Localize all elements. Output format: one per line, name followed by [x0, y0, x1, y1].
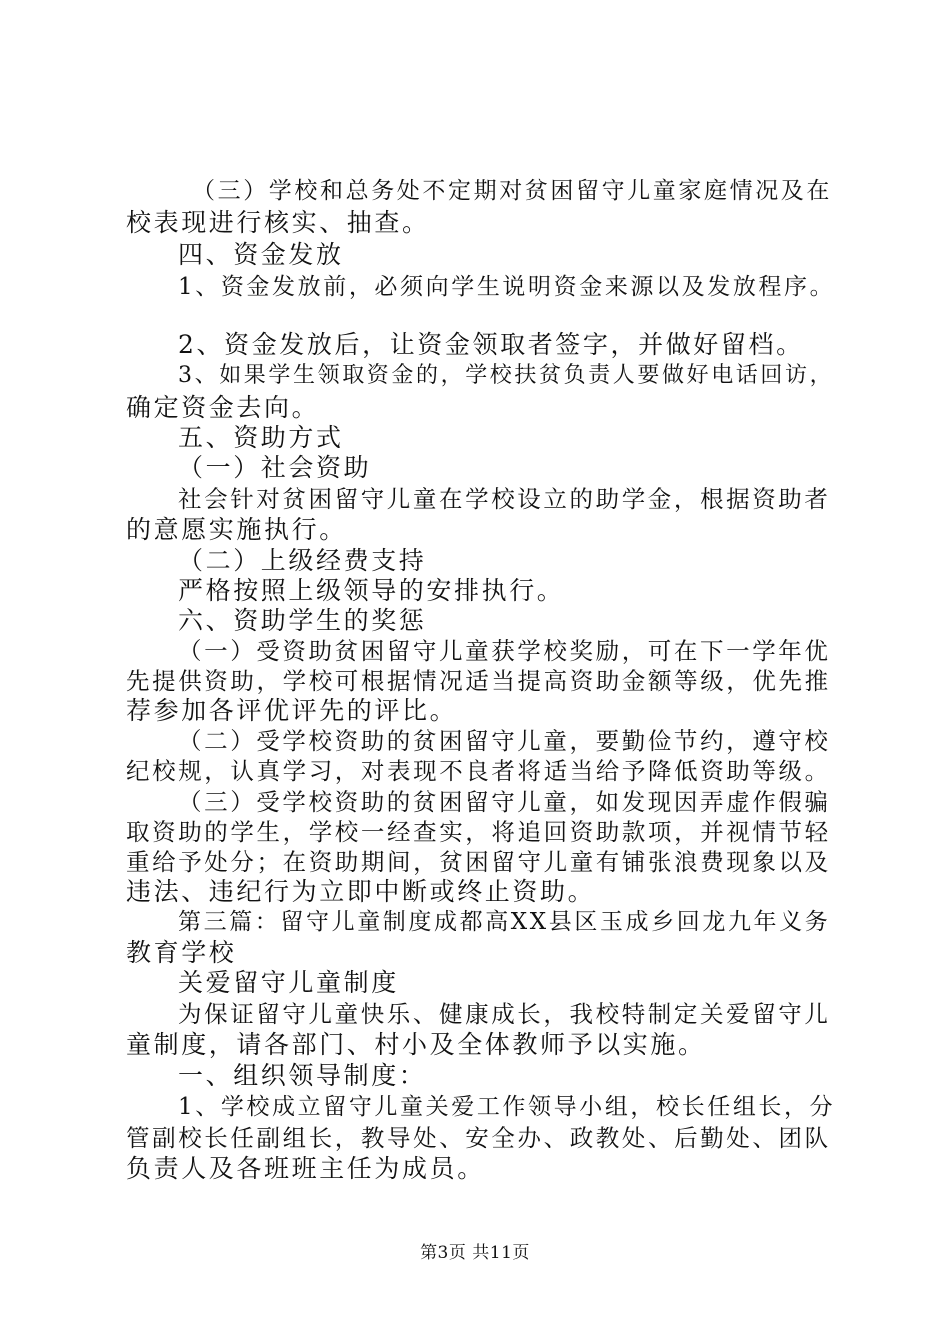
text-line: 严格按照上级领导的安排执行。 — [178, 576, 565, 605]
subsection-heading: （一）社会资助 — [178, 453, 372, 482]
text-line: （三）学校和总务处不定期对贫困留守儿童家庭情况及在 — [192, 178, 832, 204]
subsection-heading: （二）上级经费支持 — [178, 546, 427, 575]
section-heading: 五、资助方式 — [178, 423, 344, 452]
section-heading: 四、资金发放 — [178, 240, 344, 269]
text-line: 社会针对贫困留守儿童在学校设立的助学金，根据资助者 — [178, 485, 831, 513]
text-line: （一）受资助贫困留守儿童获学校奖励，可在下一学年优 — [178, 637, 831, 665]
text-line: 1、学校成立留守儿童关爱工作领导小组，校长任组长，分 — [178, 1094, 836, 1120]
text-line: 取资助的学生，学校一经查实，将追回资助款项，并视情节轻 — [126, 818, 831, 846]
document-subtitle: 关爱留守儿童制度 — [178, 968, 399, 997]
text-line: （三）受学校资助的贫困留守儿童，如发现因弄虚作假骗 — [178, 788, 831, 816]
section-heading: 一、组织领导制度： — [178, 1061, 427, 1090]
text-line: 童制度，请各部门、村小及全体教师予以实施。 — [126, 1030, 706, 1059]
text-line: 校表现进行核实、抽查。 — [126, 208, 430, 237]
text-line: 教育学校 — [126, 938, 237, 967]
text-line: 重给予处分；在资助期间，贫困留守儿童有铺张浪费现象以及 — [126, 848, 831, 876]
page-number-footer: 第3页 共11页 — [420, 1243, 530, 1263]
text-line: 为保证留守儿童快乐、健康成长，我校特制定关爱留守儿 — [178, 1000, 831, 1028]
text-line: 2、资金发放后，让资金领取者签字，并做好留档。 — [178, 330, 804, 359]
section-heading: 六、资助学生的奖惩 — [178, 606, 427, 635]
text-line: 确定资金去向。 — [126, 393, 320, 422]
text-line: 1、资金发放前，必须向学生说明资金来源以及发放程序。 — [178, 274, 836, 300]
text-line: 纪校规，认真学习，对表现不良者将适当给予降低资助等级。 — [126, 757, 831, 785]
text-line: 先提供资助，学校可根据情况适当提高资助金额等级，优先推 — [126, 667, 831, 695]
text-line: 荐参加各评优评先的评比。 — [126, 696, 458, 725]
text-line: 的意愿实施执行。 — [126, 515, 347, 544]
text-line: 管副校长任副组长，教导处、安全办、政教处、后勤处、团队 — [126, 1124, 831, 1152]
text-line: 违法、违纪行为立即中断或终止资助。 — [126, 877, 596, 906]
chapter-heading: 第三篇：留守儿童制度成都高XX县区玉成乡回龙九年义务 — [178, 909, 831, 935]
text-line: （二）受学校资助的贫困留守儿童，要勤俭节约，遵守校 — [178, 727, 831, 755]
text-line: 负责人及各班班主任为成员。 — [126, 1154, 485, 1183]
text-line: 3、如果学生领取资金的，学校扶贫负责人要做好电话回访， — [178, 363, 835, 388]
